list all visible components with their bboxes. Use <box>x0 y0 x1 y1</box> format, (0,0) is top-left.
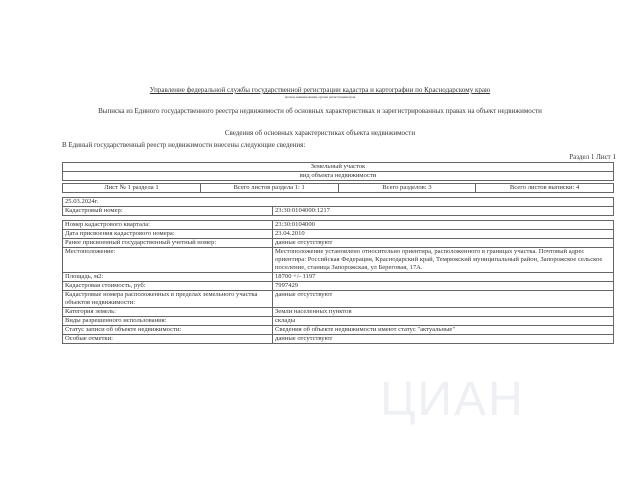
field-value: данные отсутствуют <box>273 239 614 248</box>
field-label: Особые отметки: <box>63 335 273 344</box>
section-sheets: Всего листов раздела 1: 1 <box>200 184 338 193</box>
field-value: склады <box>273 317 614 326</box>
table-row <box>63 230 614 239</box>
field-label: Ранее присвоенный государственный учетный номер: <box>63 239 273 248</box>
table-row <box>63 239 614 248</box>
object-type: Земельный участок <box>63 163 614 172</box>
intro-text: В Единый государственный реестр недвижимости внесены следующие сведения: <box>62 141 306 149</box>
table-row <box>63 273 614 282</box>
total-sheets: Всего листов выписки: 4 <box>476 184 614 193</box>
field-value: Местоположение установлено относительно ориентира, расположенного в границах участка. Почтовый адрес ориентира: Российская Федерация, Краснодарский край, Темрюкский муниципальный район, Запорожское сельское поселение, станица Запорожская, ул Береговая, 17А. <box>273 248 614 273</box>
document-subtitle: Сведения об основных характеристиках объекта недвижимости <box>224 129 416 137</box>
authority-caption: полное наименование органа регистрации прав <box>284 95 356 99</box>
field-value: данные отсутствуют <box>273 291 614 308</box>
field-value: Сведения об объекте недвижимости имеют статус "актуальные" <box>273 326 614 335</box>
characteristics-table <box>62 220 614 344</box>
table-row <box>63 335 614 344</box>
field-label: Местоположение: <box>63 248 273 273</box>
field-value: 23:30:0104000 <box>273 221 614 230</box>
sheet-number: Лист № 1 раздела 1 <box>63 184 201 193</box>
table-row <box>63 221 614 230</box>
total-sections: Всего разделов: 3 <box>338 184 476 193</box>
field-label: Кадастровые номера расположенных в пределах земельного участка объектов недвижимости: <box>63 291 273 308</box>
field-value: 23.04.2010 <box>273 230 614 239</box>
field-label: Категория земель: <box>63 308 273 317</box>
object-type-caption: вид объекта недвижимости <box>63 172 614 181</box>
field-label: Кадастровый номер: <box>63 207 273 216</box>
table-row <box>63 248 614 273</box>
table-row <box>63 308 614 317</box>
object-type-table <box>62 162 614 181</box>
field-value: Земли населенных пунктов <box>273 308 614 317</box>
watermark-logo: ЦИАН <box>380 373 525 426</box>
field-label: Статус записи об объекте недвижимости: <box>63 326 273 335</box>
sheet-info-table <box>62 183 614 193</box>
field-value: 18700 +/- 1197 <box>273 273 614 282</box>
document-title: Выписка из Единого государственного реестра недвижимости об основных характеристиках и зарегистрированных правах на объект недвижимости <box>98 107 542 115</box>
field-label: Виды разрешенного использования: <box>63 317 273 326</box>
table-row <box>63 282 614 291</box>
field-label: Дата присвоения кадастрового номера: <box>63 230 273 239</box>
field-value: 23:30:0104000:1217 <box>273 207 614 216</box>
cadastral-number-table <box>62 197 614 216</box>
section-page: Раздел 1 Лист 1 <box>569 153 616 161</box>
field-label: Площадь, м2: <box>63 273 273 282</box>
date: 25.03.2024г. <box>63 198 614 207</box>
table-row <box>63 326 614 335</box>
field-value: данные отсутствуют <box>273 335 614 344</box>
table-row <box>63 291 614 308</box>
field-label: Кадастровая стоимость, руб: <box>63 282 273 291</box>
table-row <box>63 317 614 326</box>
field-label: Номер кадастрового квартала: <box>63 221 273 230</box>
authority-name: Управление федеральной службы государственной регистрации кадастра и картографии по Краснодарскому краю <box>149 86 491 94</box>
field-value: 7997429 <box>273 282 614 291</box>
